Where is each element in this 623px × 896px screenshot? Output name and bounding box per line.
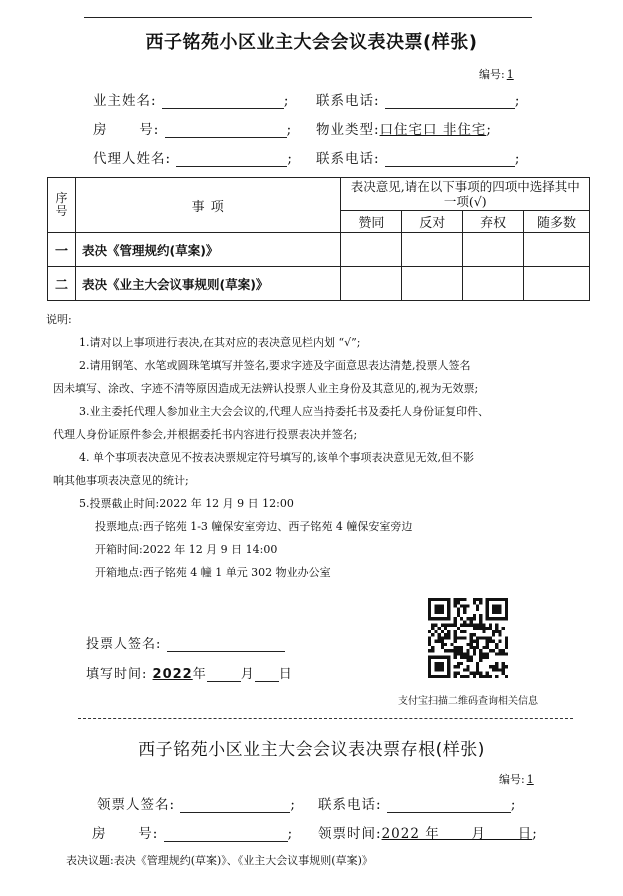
stub-phone-field[interactable] bbox=[387, 798, 511, 813]
page-title: 西子铭苑小区业主大会会议表决票(样张) bbox=[145, 32, 478, 53]
owner-name-field[interactable] bbox=[162, 94, 284, 109]
fill-day-field[interactable] bbox=[255, 667, 279, 682]
fill-year-value: 2022 bbox=[152, 667, 193, 682]
vote-cell-agree[interactable] bbox=[341, 267, 402, 301]
vote-cell-follow-majority[interactable] bbox=[524, 233, 590, 267]
agent-name-field[interactable] bbox=[176, 152, 287, 167]
option-agree-header: 赞同 bbox=[341, 211, 402, 233]
stub-topics: 表决议题:表决《管理规约(草案)》、《业主大会议事规则(草案)》 bbox=[66, 854, 373, 867]
agent-phone-field[interactable] bbox=[385, 152, 515, 167]
option-abstain-header: 弃权 bbox=[463, 211, 524, 233]
stub-receiver-label: 领票人签名: bbox=[97, 797, 176, 813]
phone-label: 联系电话: bbox=[316, 93, 380, 109]
vote-table bbox=[47, 177, 590, 301]
room-row: 房 号: ; bbox=[93, 122, 293, 138]
table-row bbox=[48, 267, 590, 301]
agent-phone-label: 联系电话: bbox=[316, 151, 380, 167]
owner-name-row: 业主姓名: ; bbox=[93, 93, 290, 109]
vote-cell-follow-majority[interactable] bbox=[524, 267, 590, 301]
owner-name-label: 业主姓名: bbox=[93, 93, 157, 109]
stub-room-field[interactable] bbox=[164, 827, 288, 842]
note-line: 代理人身份证原件参会,并根据委托书内容进行投票表决并签名; bbox=[53, 428, 358, 441]
vote-cell-abstain[interactable] bbox=[463, 267, 524, 301]
header-item: 事 项 bbox=[75, 178, 340, 233]
owner-phone-field[interactable] bbox=[385, 94, 515, 109]
agent-name-row: 代理人姓名: ; bbox=[93, 151, 293, 167]
stub-serial-number: 编号: 1 bbox=[499, 773, 534, 786]
note-line: 开箱时间:2022 年 12 月 9 日 14:00 bbox=[95, 543, 278, 556]
note-line: 2.请用钢笔、水笔或圆珠笔填写并签名,要求字迹及字面意思表达清楚,投票人签名 bbox=[79, 359, 471, 372]
note-line: 开箱地点:西子铭苑 4 幢 1 单元 302 物业办公室 bbox=[95, 566, 331, 579]
stub-phone-label: 联系电话: bbox=[318, 797, 382, 813]
qr-caption: 支付宝扫描二维码查询相关信息 bbox=[398, 696, 538, 707]
row-item: 表决《业主大会议事规则(草案)》 bbox=[75, 267, 340, 301]
voter-sign-field[interactable] bbox=[167, 637, 285, 652]
room-label: 房 号: bbox=[93, 122, 160, 138]
voter-sign-label: 投票人签名: bbox=[86, 637, 162, 652]
vote-cell-oppose[interactable] bbox=[402, 233, 463, 267]
serial-value: 1 bbox=[506, 68, 514, 81]
stub-phone-row: 联系电话: ; bbox=[318, 797, 517, 813]
note-line: 3.业主委托代理人参加业主大会会议的,代理人应当持委托书及委托人身份证复印件、 bbox=[79, 405, 489, 418]
qr-code-icon[interactable] bbox=[428, 598, 508, 678]
top-rule bbox=[84, 17, 532, 18]
fill-time-label: 填写时间: bbox=[86, 667, 148, 682]
vote-cell-agree[interactable] bbox=[341, 233, 402, 267]
stub-receive-time-label: 领票时间: bbox=[318, 826, 382, 842]
row-item: 表决《管理规约(草案)》 bbox=[75, 233, 340, 267]
header-seq: 序号 bbox=[48, 178, 76, 233]
fill-time-row: 填写时间: 2022年 月 日 bbox=[86, 667, 293, 682]
agent-phone-row: 联系电话: ; bbox=[316, 151, 521, 167]
stub-room-label: 房 号: bbox=[92, 826, 159, 842]
stub-title: 西子铭苑小区业主大会会议表决票存根(样张) bbox=[138, 740, 485, 760]
stub-room-row: 房 号: ; bbox=[92, 826, 294, 842]
note-line: 投票地点:西子铭苑 1-3 幢保安室旁边、西子铭苑 4 幢保安室旁边 bbox=[95, 520, 413, 533]
stub-receiver-field[interactable] bbox=[180, 798, 290, 813]
note-line: 1.请对以上事项进行表决,在其对应的表决意见栏内划 “√”; bbox=[79, 336, 361, 349]
fill-month-field[interactable] bbox=[207, 667, 241, 682]
vote-cell-abstain[interactable] bbox=[463, 233, 524, 267]
row-seq: 二 bbox=[48, 267, 76, 301]
table-row bbox=[48, 233, 590, 267]
stub-receive-time-value: 2022 年 月 日 bbox=[381, 826, 533, 842]
note-line: 4. 单个事项表决意见不按表决票规定符号填写的,该单个事项表决意见无效,但不影 bbox=[79, 451, 474, 464]
voter-sign-row bbox=[86, 633, 285, 652]
room-field[interactable] bbox=[165, 123, 287, 138]
note-line: 5.投票截止时间:2022 年 12 月 9 日 12:00 bbox=[79, 497, 294, 510]
note-line: 因未填写、涂改、字迹不清等原因造成无法辨认投票人业主身份及其意见的,视为无效票; bbox=[53, 382, 479, 395]
property-type-row: 物业类型:口住宅口 非住宅; bbox=[316, 122, 492, 138]
stub-receive-time-row: 领票时间:2022 年 月 日; bbox=[318, 826, 538, 842]
notes-heading: 说明: bbox=[46, 313, 72, 326]
agent-name-label: 代理人姓名: bbox=[93, 151, 172, 167]
row-seq: 一 bbox=[48, 233, 76, 267]
serial-number bbox=[479, 66, 514, 82]
option-oppose-header: 反对 bbox=[402, 211, 463, 233]
header-opinion: 表决意见,请在以下事项的四项中选择其中一项(√) bbox=[341, 178, 590, 211]
vote-cell-oppose[interactable] bbox=[402, 267, 463, 301]
owner-phone-row: 联系电话: ; bbox=[316, 93, 521, 109]
stub-receiver-row: 领票人签名: ; bbox=[97, 797, 296, 813]
serial-label: 编号: bbox=[479, 68, 505, 81]
property-type-options[interactable]: 口住宅口 非住宅 bbox=[379, 122, 487, 138]
cut-line bbox=[78, 718, 573, 719]
note-line: 响其他事项表决意见的统计; bbox=[53, 474, 189, 487]
option-follow-majority-header: 随多数 bbox=[524, 211, 590, 233]
property-type-label: 物业类型: bbox=[316, 122, 380, 138]
